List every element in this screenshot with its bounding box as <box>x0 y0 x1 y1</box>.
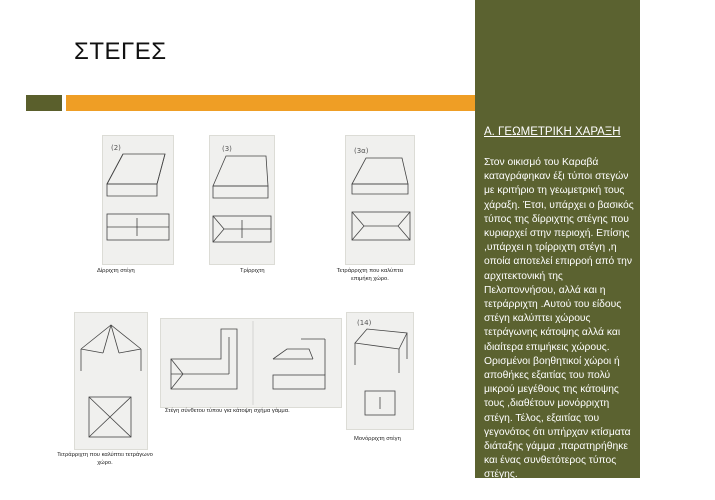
sketch-label-2: (3) <box>222 145 232 153</box>
page-title: ΣΤΕΓΕΣ <box>74 38 167 65</box>
sketch-monorrichti <box>346 312 414 430</box>
accent-square <box>26 95 62 111</box>
caption-dirrichti: Δίρριχτη στέγη <box>97 268 135 274</box>
sketch-tetra-long <box>345 135 415 265</box>
sketch-trirrichti <box>209 135 275 265</box>
sketch-label-3: (3α) <box>354 147 369 155</box>
sketch-synthetos <box>160 318 342 408</box>
sketch-label-1: (2) <box>111 144 121 152</box>
caption-tetra-long: Τετράρριχτη που καλύπτει επιμήκη χώρο. <box>336 268 404 282</box>
caption-synthetos: Στέγη σύνθετου τύπου για κάτοψη σχήμα γάμμα. <box>165 408 290 414</box>
sketch-tetra-square <box>74 312 148 450</box>
caption-monorrichti: Μονόρριχτη στέγη <box>354 436 401 442</box>
panel-text: Στον οικισμό του Καραβά καταγράφηκαν έξι τύποι στεγών με κριτήριο τη γεωμετρική τους χάραξη. Έτσι, υπάρχει ο βασικός τύπος της δίρριχτης στέγης που κυριαρχεί στην περιοχή. Επίσης ,υπάρχει η τρίρριχτη στέγη ,η οποία αποτελεί επιρροή από την αρχιτεκτονική της Πελοποννήσου, αλλά και η τετράρριχτη .Αυτού του είδους στέγη καλύπτει χώρους τετράγωνης κάτοψης αλλά και ιδιαίτερα επιμήκεις χώρους. Ορισμένοι βοηθητικοί χώροι ή αποθήκες εξαιτίας του πολύ μικρού μεγέθους της κάτοψης τους ,διαθέτουν μονόρριχτη στέγη. Τέλος, εξαιτίας του γεγονότος ότι υπήρχαν κτίσματα διάταξης γάμμα ,παρατηρήθηκε και ένας συνθετότερος τύπος στέγης. <box>484 157 634 481</box>
sketch-label-6: (14) <box>357 319 372 327</box>
caption-tetra-square: Τετράρριχτη που καλύπτει τετράγωνο χώρο. <box>57 452 153 466</box>
panel-heading: Α. ΓΕΩΜΕΤΡΙΚΗ ΧΑΡΑΞΗ <box>484 126 621 138</box>
caption-trirrichti: Τρίρριχτη <box>240 268 265 274</box>
sketch-dirrichti <box>102 135 174 265</box>
accent-bar <box>66 95 475 111</box>
